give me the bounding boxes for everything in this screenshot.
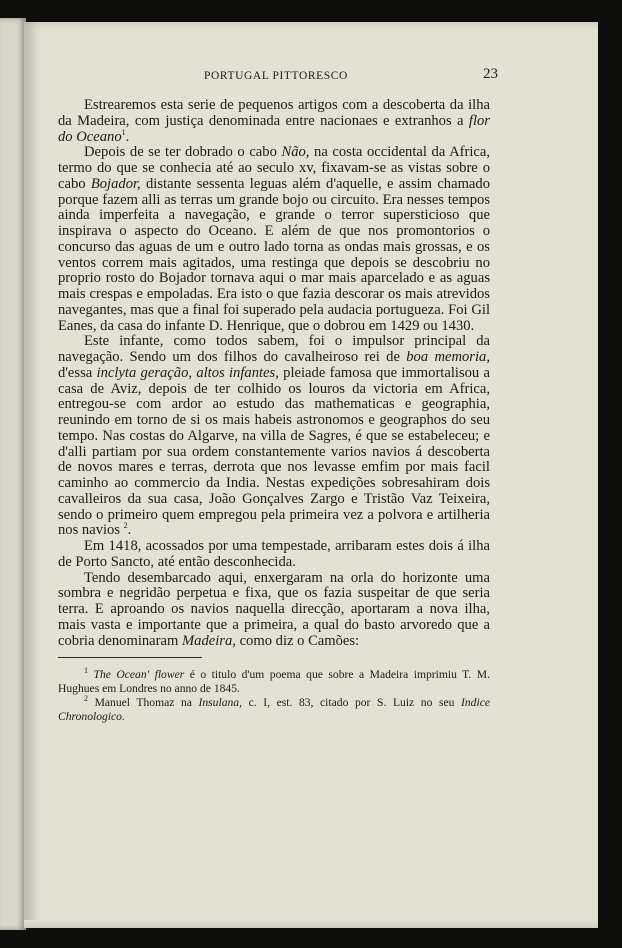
text-run: d'essa [58,364,97,381]
italic-run: inclyta geração, altos infantes, [96,364,279,381]
italic-run: Indice Chronologico. [58,696,490,724]
text-run: na costa occidental da Africa, termo do que se conhecia até ao seculo xv, fixavam-se as vistas sobre o cabo [58,144,491,192]
footnote-2 [58,696,490,724]
footnote-ref-1: 1 [121,127,126,137]
paragraph-2 [58,145,490,334]
text-run: Depois de se ter dobrado o cabo [84,144,282,161]
text-run: pleiade famosa que immortalisou a casa de Aviz, depois de ter colhido os louros da victoria em Africa, entregou-se com ardor ao estudo das mathematicas e geographia, reunindo em torno de si os mais habeis astronomos e geographos do seu tempo. Nas costas do Algarve, na villa de Sagres, é que se estabeleceu; e d'alli partiam por sua ordem constantemente varios navios á descoberta de novos mares e terras, derrota que nos levasse emfim por mais facil caminho ao commercio da India. Nestas expedições sobresahiram dois cavalleiros da sua casa, João Gonçalves Zargo e Tristão Vaz Teixeira, sendo o primeiro quem empregou pela primeira vez a polvora e artilheria nos navios [58,364,490,539]
paragraph-1-italic: flor do Oceano [58,112,490,145]
text-run: como diz o Camões: [235,632,360,649]
footnotes [58,668,490,724]
page-bottom-edge [24,920,598,928]
italic-run: Insulana, [198,696,242,710]
paragraph-1 [58,98,490,145]
facing-page-edge [0,18,26,930]
page-number: 23 [483,66,498,82]
footnote-2-text [58,696,490,723]
italic-run: Bojador, [90,175,141,192]
text-run: Este infante, como todos sabem, foi o impulsor principal da navegação. Sendo um dos filhos do cavalheiroso rei de [58,333,490,365]
body-text [58,98,490,649]
italic-run: boa memoria, [406,349,490,365]
paragraph-5 [58,571,490,650]
footnote-2-number: 2 [84,694,88,704]
italic-run: Não, [281,144,310,161]
text-run: Tendo desembarcado aqui, enxergaram na orla do horizonte uma sombra e negridão perpetua e fixa, que os fazia suspeitar de que seria terra. E aproando os navios naquella direcção, aportaram a nova ilha, mais vasta e importante que a primeira, a qual do basto arvoredo que a cobria denominaram [58,569,490,649]
text-run: Em 1418, acossados por uma tempestade, arribaram estes dois á ilha de Porto Sancto, até então desconhecida. [58,538,490,570]
italic-run: Madeira, [182,632,236,649]
text-run: é o titulo d'um poema que sobre a Madeira imprimiu T. M. Hughues em Londres no anno de 1845. [58,668,490,696]
paragraph-1-text: Estrearemos esta serie de pequenos artigos com a descoberta da ilha da Madeira, com justiça denominada entre nacionaes e extranhos a [58,97,490,129]
text-run: c. I, est. 83, citado por S. Luiz no seu [242,696,462,710]
paragraph-3 [58,334,490,539]
footnote-1-text [58,668,490,695]
footnote-ref: 2 [123,521,128,531]
footnote-rule [58,657,202,658]
footnote-1 [58,668,490,696]
running-head-title: PORTUGAL PITTORESCO [204,70,348,82]
running-head [58,66,498,90]
text-run: . [127,522,132,539]
text-run: Manuel Thomaz na [94,696,199,710]
page-content [58,66,498,724]
paragraph-4 [58,539,490,571]
text-run: distante sessenta leguas além d'aquelle, e assim chamado porque fazem alli as terras um grande bojo ou circuito. Era nesses tempos ainda imperfeita a navegação, e grande o terror supersticioso que inspirava o aspecto do Oceano. E além de que nos promontorios o concurso das aguas de um e outro lado torna as ondas mais grossas, e os ventos correm mais agitados, uma restinga que depois se descobriu no proprio rosto do Bojador tornava aqui o mar mais aparcelado e as aguas mais crespas e empoladas. Era isto o que fazia descorar os mais atrevidos navegantes, mas que a final foi superado pela audacia portugueza. Foi Gil Eanes, da casa do infante D. Henrique, que o dobrou em 1429 ou 1430. [58,175,490,334]
italic-run: The Ocean' flower [93,668,185,682]
footnote-1-number: 1 [84,666,88,676]
paragraph-1-end: . [125,128,130,145]
